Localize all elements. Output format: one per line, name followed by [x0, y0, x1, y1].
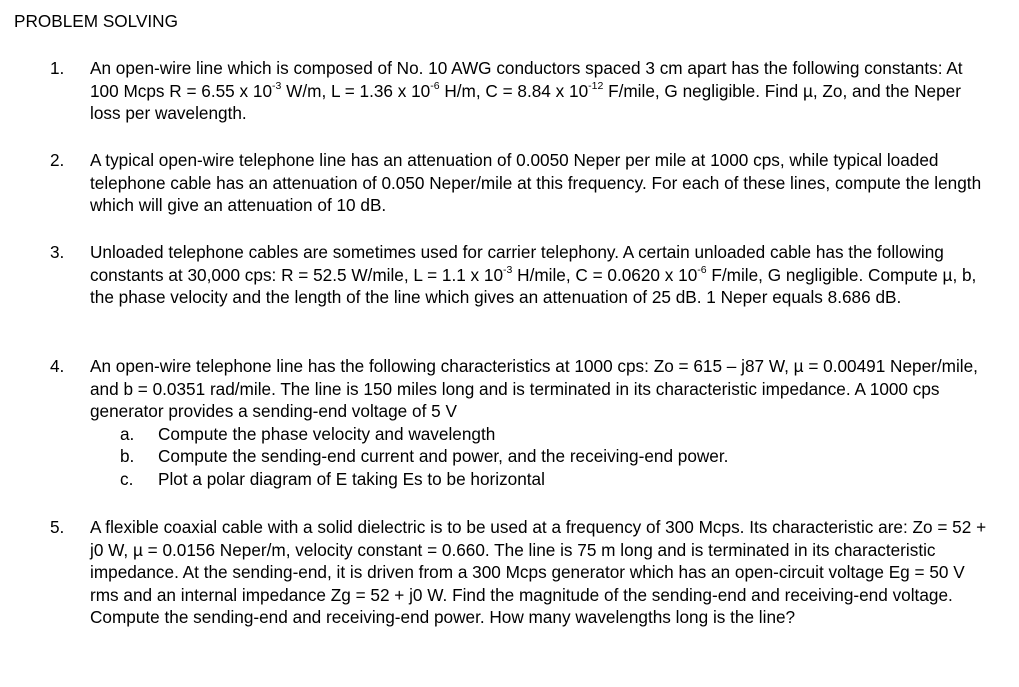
problem-5: [50, 516, 990, 629]
problem-text: A typical open-wire telephone line has an attenuation of 0.0050 Neper per mile at 1000 cps, while typical loaded telephone cable has an attenuation of 0.050 Neper/mile at this frequency. For each of these lines, compute the length which will give an attenuation of 10 dB.: [90, 150, 982, 215]
sub-question-list: [50, 423, 990, 491]
problem-text: An open-wire line which is composed of No. 10 AWG conductors spaced 3 cm apart has the following constants: At 100 Mcps R = 6.55 x $10^{-3}$ W/m, L = 1.36 x $10^{-6}$ H/m, C = 8.84 x $10^{-12}$ F/mile, G negligible. Find µ, Zo, and the Neper loss per wavelength.: [90, 58, 963, 123]
problem-1: [50, 57, 990, 125]
problem-4: [50, 355, 990, 490]
problem-text: An open-wire telephone line has the following characteristics at 1000 cps: Zo = 615 – j87 W, µ = 0.00491 Neper/mile, and b = 0.0351 rad/mile. The line is 150 miles long and is terminated in its characteristic impedance. A 1000 cps generator provides a sending-end voltage of 5 V: [90, 356, 978, 421]
sub-question-letter: c.: [120, 468, 134, 489]
problem-number: 5.: [50, 517, 65, 537]
sub-question-a: [50, 423, 990, 446]
sub-question-text: Compute the phase velocity and wavelength: [158, 423, 496, 444]
problem-number: 4.: [50, 356, 65, 376]
sub-question-letter: b.: [120, 446, 135, 466]
problem-number: 2.: [50, 150, 65, 170]
sub-question-text: Plot a polar diagram of E taking Es to be horizontal: [158, 468, 545, 489]
problem-text: Unloaded telephone cables are sometimes used for carrier telephony. A certain unloaded cable has the following constants at 30,000 cps: R = 52.5 W/mile, L = 1.1 x $10^{-3}$ H/mile, C = 0.0620 x $10^{-6}$ F/mile, G negligible. Compute µ, b, the phase velocity and the length of the line which gives an attenuation of 25 dB. 1 Neper equals 8.686 dB.: [90, 242, 977, 307]
problem-number: 1.: [50, 58, 65, 78]
page-title: PROBLEM SOLVING: [14, 11, 178, 31]
problem-2: [50, 149, 990, 217]
sub-question-c: [50, 468, 990, 491]
sub-question-b: [50, 445, 990, 468]
sub-question-text: Compute the sending-end current and power, and the receiving-end power.: [158, 446, 729, 466]
problem-3: [50, 241, 990, 309]
problem-text: A flexible coaxial cable with a solid dielectric is to be used at a frequency of 300 Mcps. Its characteristic are: Zo = 52 + j0 W, µ = 0.0156 Neper/m, velocity constant = 0.660. The line is 75 m long and is terminated in its characteristic impedance. At the sending-end, it is driven from a 300 Mcps generator which has an open-circuit voltage Eg = 50 V rms and an internal impedance Zg = 52 + j0 W. Find the magnitude of the sending-end and receiving-end voltage. Compute the sending-end and receiving-end power. How many wavelengths long is the line?: [90, 517, 987, 627]
sub-question-letter: a.: [120, 423, 135, 444]
problem-number: 3.: [50, 242, 65, 262]
